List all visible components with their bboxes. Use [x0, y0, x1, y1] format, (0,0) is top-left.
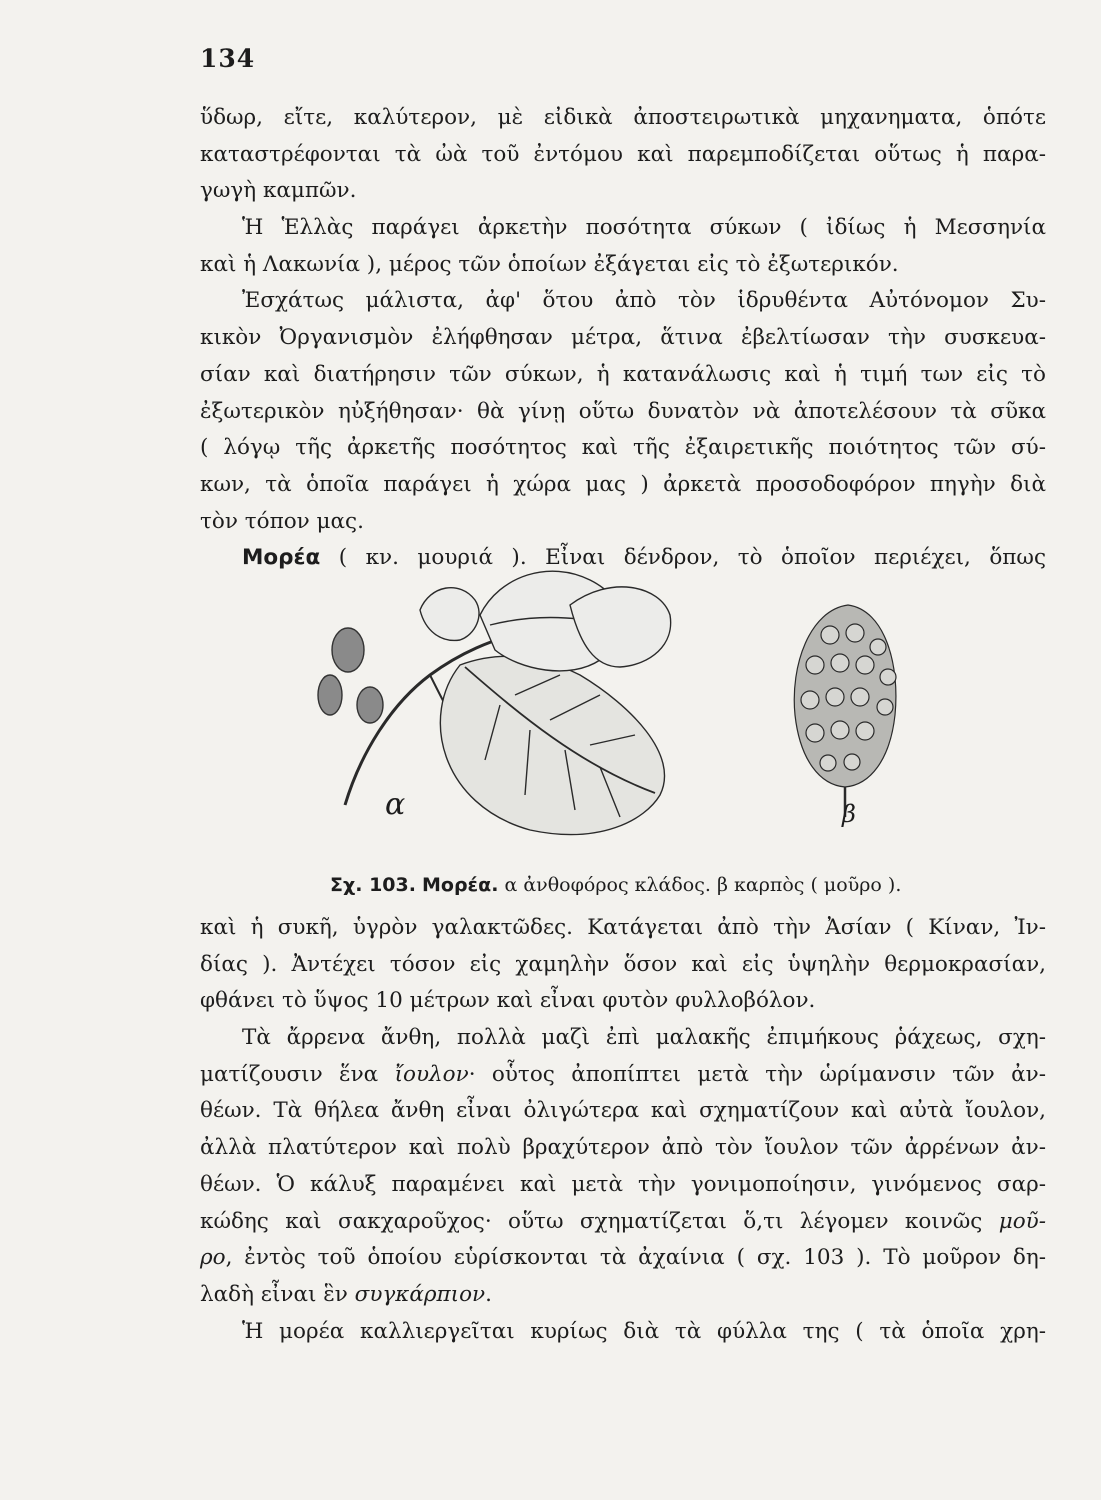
text-line: ἀλλὰ πλατύτερον καὶ πολὺ βραχύτερον ἀπὸ τὸν ἴουλον τῶν ἀρρένων ἀν- [200, 1135, 1046, 1161]
caption-text: α ἀνθοφόρος κλάδος. β καρπὸς ( μοῦρο ). [498, 874, 902, 896]
top-text-block [200, 100, 1046, 577]
text-line: κικὸν Ὀργανισμὸν ἐλήφθησαν μέτρα, ἅτινα ἐβελτίωσαν τὴν συσκευα- [200, 325, 1046, 351]
text-line: ἐξωτερικὸν ηὐξήθησαν· θὰ γίνῃ οὕτω δυνατὸν νὰ ἀποτελέσουν τὰ σῦκα [200, 398, 1046, 424]
text-line: Ἐσχάτως μάλιστα, ἀφ' ὅτου ἀπὸ τὸν ἱδρυθέντα Αὐτόνομον Συ- [242, 288, 1046, 314]
text-line: καὶ ἡ συκῆ, ὑγρὸν γαλακτῶδες. Κατάγεται ἀπὸ τὴν Ἀσίαν ( Κίναν, Ἰν- [200, 915, 1046, 940]
text-span: · οὗτος ἀποπίπτει μετὰ τὴν ὡρίμανσιν τῶν ἀν- [468, 1061, 1046, 1087]
text-line [200, 1204, 1046, 1241]
text-line: Τὰ ἄρρενα ἄνθη, πολλὰ μαζὶ ἐπὶ μαλακῆς ἐπιμήκους ῥάχεως, σχη- [242, 1025, 1046, 1051]
page-number: 134 [200, 44, 256, 73]
figure-label-a: α [385, 787, 406, 822]
text-line: καὶ ἡ Λακωνία ), μέρος τῶν ὁποίων ἐξάγεται εἰς τὸ ἐξωτερικόν. [200, 251, 899, 277]
caption-title: Μορέα. [422, 874, 499, 896]
text-line: δίας ). Ἀντέχει τόσον εἰς χαμηλὴν ὅσον καὶ εἰς ὑψηλὴν θερμοκρασίαν, [200, 951, 1046, 977]
mulberry-fruit-illustration [794, 605, 896, 817]
text-line: ὕδωρ, εἴτε, καλύτερον, μὲ εἰδικὰ ἀποστειρωτικὰ μηχανηματα, ὁπότε [200, 105, 1046, 130]
text-line: τὸν τόπον μας. [200, 508, 364, 534]
text-line: σίαν καὶ διατήρησιν τῶν σύκων, ἡ κατανάλωσις καὶ ἡ τιμή των εἰς τὸ [200, 361, 1046, 387]
bottom-text-block [200, 910, 1046, 1350]
figure-label-b: β [842, 800, 856, 828]
text-line: θέων. Ὁ κάλυξ παραμένει καὶ μετὰ τὴν γονιμοποίησιν, γινόμενος σαρ- [200, 1171, 1046, 1197]
text-line: ( λόγῳ τῆς ἀρκετῆς ποσότητος καὶ τῆς ἐξαιρετικῆς ποιότητος τῶν σύ- [200, 435, 1046, 461]
figure-caption [330, 874, 901, 896]
text-line [200, 1240, 1046, 1277]
text-line: Ἡ μορέα καλλιεργεῖται κυρίως διὰ τὰ φύλλα της ( τὰ ὁποῖα χρη- [242, 1318, 1046, 1344]
italic-term-synkarpion: συγκάρπιον [354, 1281, 486, 1307]
text-line: Ἡ Ἑλλὰς παράγει ἀρκετὴν ποσότητα σύκων ( ἰδίως ἡ Μεσσηνία [242, 215, 1046, 241]
text-line: θέων. Τὰ θήλεα ἄνθη εἶναι ὀλιγώτερα καὶ σχηματίζουν καὶ αὐτὰ ἴουλον, [200, 1098, 1046, 1124]
text-span: ματίζουσιν ἕνα [200, 1061, 395, 1087]
text-line: κων, τὰ ὁποῖα παράγει ἡ χώρα μας ) ἀρκετὰ προσοδοφόρον πηγὴν διὰ [200, 471, 1046, 497]
text-span: κώδης καὶ σακχαροῦχος· οὕτω σχηματίζεται ὅ,τι λέγομεν κοινῶς [200, 1208, 999, 1234]
italic-term-ioulon: ἴουλον [394, 1061, 469, 1087]
text-line: καταστρέφονται τὰ ὠὰ τοῦ ἐντόμου καὶ παρεμποδίζεται οὕτως ἡ παρα- [200, 141, 1046, 167]
text-line: γωγὴ καμπῶν. [200, 178, 357, 204]
text-span: . [485, 1281, 492, 1307]
text-line: φθάνει τὸ ὕψος 10 μέτρων καὶ εἶναι φυτὸν φυλλοβόλον. [200, 988, 816, 1014]
italic-term-mouro-end: ρο [200, 1245, 226, 1271]
text-line [200, 1057, 1046, 1094]
morea-heading-text: ( κν. μουριά ). Εἶναι δένδρον, τὸ ὁποῖον περιέχει, ὅπως [320, 545, 1046, 571]
text-span: , ἐντὸς τοῦ ὁποίου εὑρίσκονται τὰ ἀχαίνια ( σχ. 103 ). Τὸ μοῦρον δη- [225, 1245, 1046, 1271]
caption-label: Σχ. 103. [330, 874, 416, 896]
flowering-branch-illustration [318, 571, 671, 834]
text-span: λαδὴ εἶναι ἓν [200, 1281, 355, 1307]
text-line [200, 1277, 1046, 1314]
morea-term: Μορέα [242, 545, 321, 571]
italic-term-mouro: μοῦ- [998, 1208, 1046, 1234]
